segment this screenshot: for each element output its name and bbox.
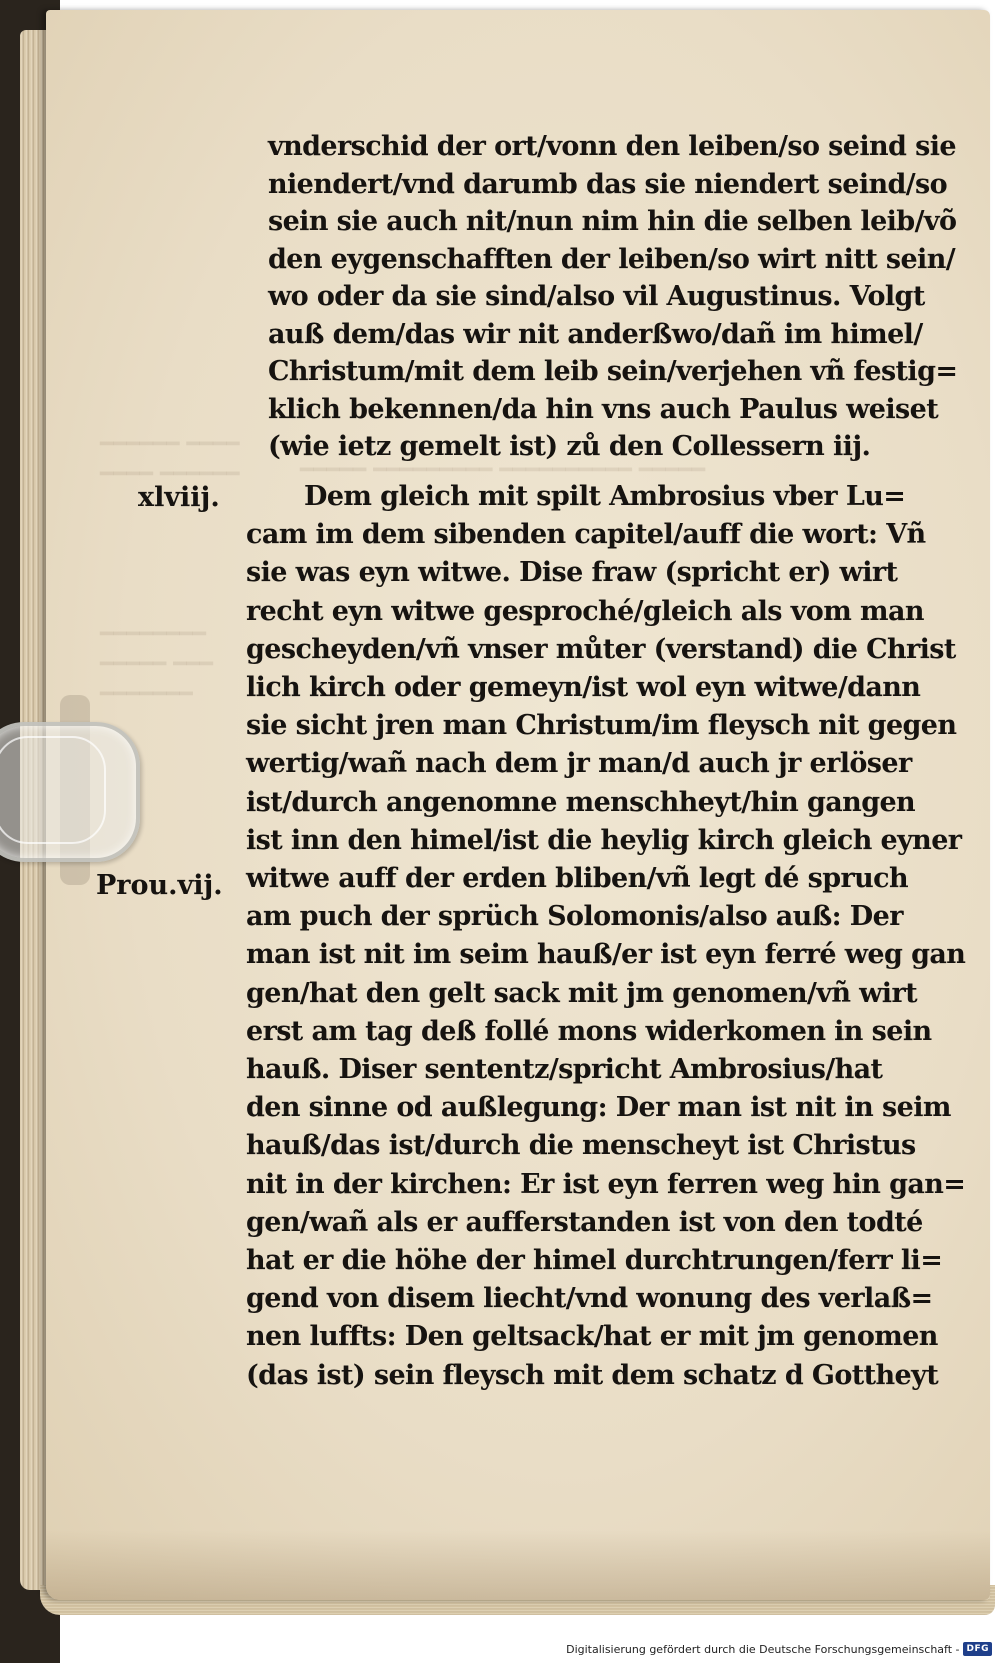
bleed-through-text: ━━━━━ ━━━━━━━━━ ━━━━━━━━━━ ━━━━━ bbox=[300, 458, 706, 483]
text-line: ist/durch angenomne menschheyt/hin gangen bbox=[246, 786, 916, 818]
text-line: gend von disem liecht/vnd wonung des verlaß= bbox=[246, 1283, 933, 1315]
text-line: Dem gleich mit spilt Ambrosius vber Lu= bbox=[304, 481, 906, 512]
text-line: sein sie auch nit/nun nim hin die selben leib/võ bbox=[268, 206, 957, 237]
dfg-logo-icon: DFG bbox=[963, 1642, 992, 1656]
text-line: am puch der sprüch Solomonis/also auß: Der bbox=[246, 901, 903, 933]
text-line: nen luffts: Den geltsack/hat er mit jm genomen bbox=[246, 1321, 938, 1353]
bleed-through-text: ━━━━━━ ━━━━ ━━━━ ━━━━━━ bbox=[100, 432, 240, 487]
paragraph-two bbox=[246, 478, 965, 1395]
text-line: klich bekennen/da hin vns auch Paulus weiset bbox=[268, 393, 939, 425]
text-line: ist inn den himel/ist die heylig kirch gleich eyner bbox=[246, 824, 962, 856]
text-line: hauß/das ist/durch die menscheyt ist Christus bbox=[246, 1130, 916, 1162]
text-line: den sinne od außlegung: Der man ist nit in seim bbox=[246, 1092, 951, 1124]
text-line: (das ist) sein fleysch mit dem schatz d Gottheyt bbox=[246, 1359, 939, 1391]
margin-note-folio: xlviij. bbox=[138, 482, 220, 513]
text-line: lich kirch oder gemeyn/ist wol eyn witwe/dann bbox=[246, 672, 921, 704]
text-line: gescheyden/vñ vnser můter (verstand) die Christ bbox=[246, 633, 956, 665]
text-line: wertig/wañ nach dem jr man/d auch jr erlöser bbox=[246, 748, 912, 780]
paragraph-one bbox=[268, 128, 957, 466]
text-line: nit in der kirchen: Er ist eyn ferren weg hin gan= bbox=[246, 1168, 966, 1200]
text-line: den eygenschafften der leiben/so wirt nitt sein/ bbox=[268, 243, 956, 275]
text-line: (wie ietz gemelt ist) zů den Collessern iij. bbox=[268, 431, 871, 462]
text-line: hat er die höhe der himel durchtrungen/ferr li= bbox=[246, 1245, 943, 1277]
text-line: gen/wañ als er aufferstanden ist von den todté bbox=[246, 1206, 923, 1238]
bleed-through-text: ━━━━━━━━ ━━━━━ ━━━ ━━━━━━━ bbox=[100, 622, 213, 707]
text-line: wo oder da sie sind/also vil Augustinus. Volgt bbox=[268, 281, 925, 312]
text-line: sie sicht jren man Christum/im fleysch nit gegen bbox=[246, 710, 957, 742]
text-line: niendert/vnd darumb das sie niendert seind/so bbox=[268, 168, 948, 200]
text-line: sie was eyn witwe. Dise fraw (spricht er) wirt bbox=[246, 557, 898, 589]
digitization-credit: Digitalisierung gefördert durch die Deutsche Forschungsgemeinschaft - bbox=[566, 1642, 960, 1656]
text-line: hauß. Diser sententz/spricht Ambrosius/hat bbox=[246, 1054, 883, 1086]
text-line: erst am tag deß follé mons widerkomen in sein bbox=[246, 1015, 932, 1047]
margin-note-reference: Prou.vij. bbox=[96, 870, 223, 901]
text-line: recht eyn witwe gesproché/gleich als vom man bbox=[246, 595, 924, 627]
text-line: witwe auff der erden bliben/vñ legt dé spruch bbox=[246, 863, 909, 895]
text-line: cam im dem sibenden capitel/auff die wort: Vñ bbox=[246, 519, 926, 551]
page-clip bbox=[0, 722, 140, 862]
footer-credit-bar bbox=[566, 1639, 992, 1659]
text-line: auß dem/das wir nit anderßwo/dañ im himel/ bbox=[268, 318, 923, 350]
text-line: gen/hat den gelt sack mit jm genomen/vñ wirt bbox=[246, 977, 917, 1009]
text-line: Christum/mit dem leib sein/verjehen vñ festig= bbox=[268, 356, 958, 387]
text-line: man ist nit im seim hauß/er ist eyn ferré weg gan bbox=[246, 939, 966, 971]
text-line: vnderschid der ort/vonn den leiben/so seind sie bbox=[268, 131, 956, 162]
